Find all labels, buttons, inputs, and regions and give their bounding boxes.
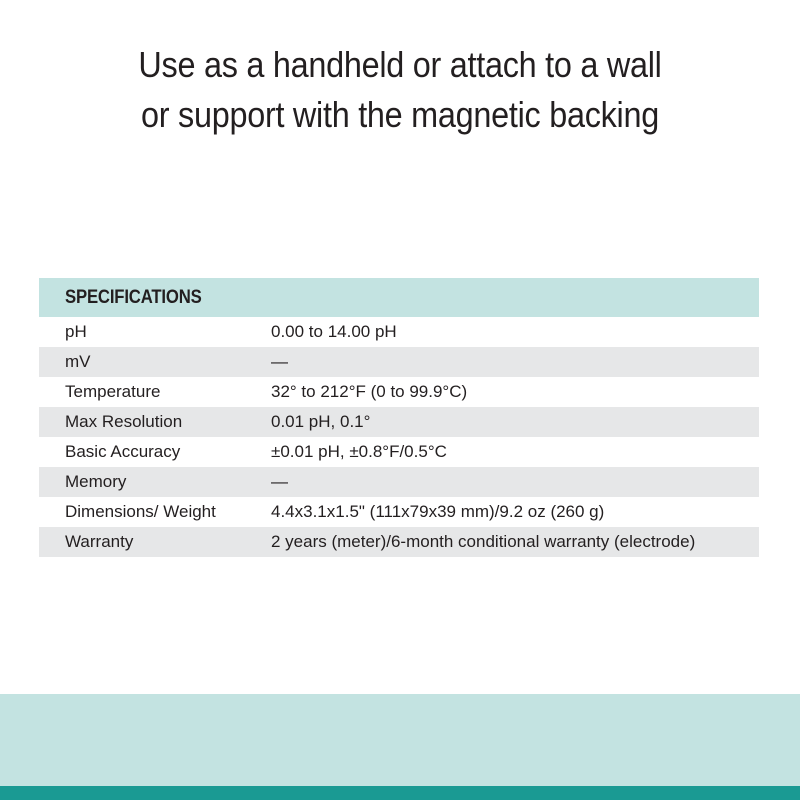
spec-label: Memory [65,472,127,491]
spec-row-mv [39,347,759,377]
spec-row-temperature [39,377,759,407]
spec-value: 0.00 to 14.00 pH [271,322,397,341]
spec-row-max-resolution [39,407,759,437]
spec-value: 32° to 212°F (0 to 99.9°C) [271,382,468,401]
spec-row-ph [39,317,759,347]
specifications-title: SPECIFICATIONS [65,287,202,308]
spec-value: — [271,472,288,491]
spec-row-basic-accuracy [39,437,759,467]
spec-label: Warranty [65,532,134,551]
spec-value: ±0.01 pH, ±0.8°F/0.5°C [271,442,447,461]
spec-value: 2 years (meter)/6-month conditional warranty (electrode) [271,532,696,551]
headline-line-2: or support with the magnetic backing [141,94,659,135]
spec-label: Basic Accuracy [65,442,181,461]
spec-label: mV [65,352,91,371]
spec-row-warranty [39,527,759,557]
spec-label: Temperature [65,382,161,401]
spec-label: Dimensions/ Weight [65,502,216,521]
spec-label: Max Resolution [65,412,183,431]
spec-row-memory [39,467,759,497]
spec-value: 4.4x3.1x1.5" (111x79x39 mm)/9.2 oz (260 g) [271,502,605,521]
headline-line-1: Use as a handheld or attach to a wall [138,44,662,85]
specifications-table [39,278,759,557]
footer-band-dark [0,786,800,800]
spec-value: — [271,352,288,371]
spec-label: pH [65,322,87,341]
headline [40,40,760,140]
specifications-header [39,278,759,317]
spec-value: 0.01 pH, 0.1° [271,412,371,431]
footer-band-light [0,694,800,786]
spec-row-dimensions-weight [39,497,759,527]
